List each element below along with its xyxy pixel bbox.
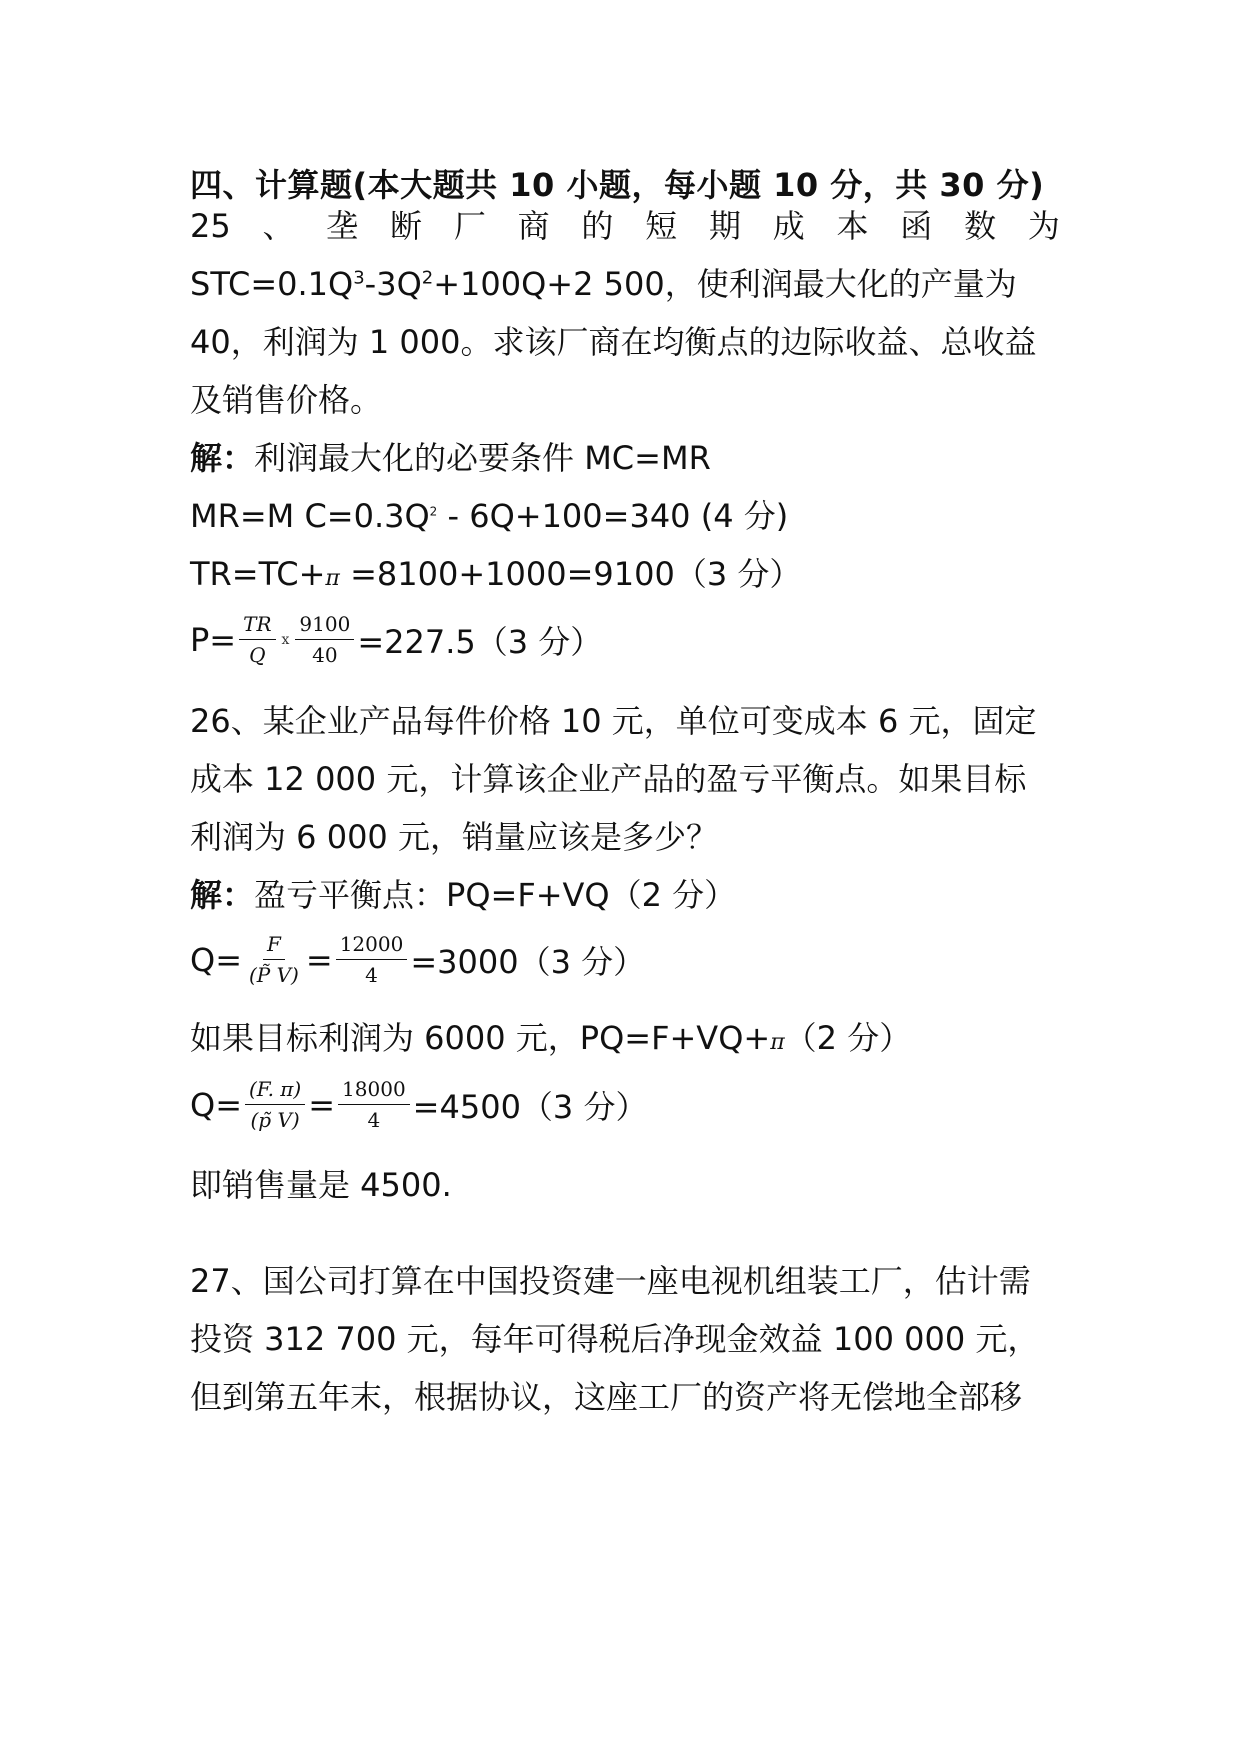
q25-line-2-text-b: -3Q: [364, 265, 422, 303]
q25-answer-line-3: [190, 553, 1060, 600]
q26-answer-label: 解：: [190, 876, 255, 914]
q26-answer-text-1: 盈亏平衡点：PQ=F+VQ（2 分）: [254, 876, 737, 914]
q25-answer-text-1: 利润最大化的必要条件 MC=MR: [254, 439, 711, 477]
fraction-numerator: 9100: [295, 612, 354, 640]
f-plus-pi-over-p-minus-v-fraction: [245, 1077, 305, 1132]
q25-answer-label: 解：: [190, 439, 255, 477]
formula-result: =3000（3 分）: [410, 942, 646, 981]
q27-line-1: 27、国公司打算在中国投资建一座电视机组装工厂，估计需: [190, 1262, 1031, 1300]
q25-line-1-char: 成: [772, 207, 805, 245]
equals-sign: =: [305, 940, 333, 979]
q25-answer-line-1: [190, 437, 1060, 479]
q25-price-lhs: P=: [190, 620, 237, 659]
q25-answer-2-text-a: MR=M C=0.3Q: [190, 497, 430, 535]
q26-breakeven-formula: [190, 932, 645, 987]
fraction-denominator: (p̃ V): [250, 1108, 300, 1132]
q25-price-result: =227.5（3 分）: [357, 622, 603, 661]
q25-line-1-char: 期: [708, 207, 741, 245]
q26-answer-2-text-a: 如果目标利润为 6000 元，PQ=F+VQ+: [190, 1019, 771, 1057]
q27-line-3: 但到第五年末，根据协议，这座工厂的资产将无偿地全部移: [190, 1378, 1023, 1416]
q26-target-formula: [190, 1077, 647, 1132]
f-over-p-minus-v-fraction: [245, 932, 303, 987]
q25-line-1-char: 厂: [453, 207, 486, 245]
q25-line-1-char: 垄: [326, 207, 359, 245]
fraction-numerator: (F. π): [245, 1077, 305, 1105]
q25-answer-2-text-b: - 6Q+100=340 (4 分): [437, 497, 789, 535]
fraction-numerator: 12000: [336, 932, 408, 960]
q25-line-1-char: 25: [190, 207, 231, 245]
fraction-denominator: 40: [312, 643, 338, 667]
q25-exponent-2: 2: [421, 267, 434, 289]
pi-symbol: π: [770, 1030, 785, 1055]
q25-line-1-char: 的: [581, 207, 614, 245]
18000-over-4-fraction: [338, 1077, 410, 1132]
q25-line-3: 40，利润为 1 000。求该厂商在均衡点的边际收益、总收益: [190, 323, 1037, 361]
fraction-denominator: 4: [365, 963, 378, 987]
formula-lhs: Q=: [190, 1085, 242, 1124]
approx-glyph: ⅹ: [281, 631, 290, 648]
tr-over-q-fraction: [239, 612, 275, 667]
q25-line-1-char: 断: [390, 207, 423, 245]
formula-result: =4500（3 分）: [412, 1087, 648, 1126]
q26-line-2: 成本 12 000 元，计算该企业产品的盈亏平衡点。如果目标: [190, 760, 1027, 798]
9100-over-40-fraction: [295, 612, 354, 667]
12000-over-4-fraction: [336, 932, 408, 987]
q25-line-2-text-c: +100Q+2 500，使利润最大化的产量为: [433, 265, 1017, 303]
fraction-numerator: F: [263, 932, 285, 960]
q25-line-4: 及销售价格。: [190, 381, 383, 419]
q26-conclusion: 即销售量是 4500.: [190, 1166, 452, 1204]
q25-line-1-char: 、: [262, 207, 295, 245]
q25-line-1-char: 数: [964, 207, 997, 245]
q26-answer-2-text-b: （2 分）: [784, 1019, 912, 1057]
q26-line-1: 26、某企业产品每件价格 10 元，单位可变成本 6 元，固定: [190, 702, 1037, 740]
q26-answer-line-2: [190, 1017, 1060, 1064]
fraction-denominator: Q: [249, 643, 266, 667]
pi-symbol: π: [325, 566, 340, 591]
q25-line-2: [190, 263, 1060, 305]
section-title: 四、计算题(本大题共 10 小题，每小题 10 分，共 30 分): [190, 166, 1045, 204]
q25-line-1-char: 为: [1027, 207, 1060, 245]
q25-exponent-3: 3: [353, 267, 365, 289]
q25-answer-3-text-b: =8100+1000=9100（3 分）: [339, 555, 802, 593]
fraction-denominator: (P̃ V): [249, 963, 299, 987]
fraction-numerator: 18000: [338, 1077, 410, 1105]
q26-line-3: 利润为 6 000 元，销量应该是多少？: [190, 818, 718, 856]
q26-answer-line-1: [190, 874, 1060, 916]
q25-answer-line-2: [190, 495, 1060, 537]
fraction-denominator: 4: [367, 1108, 381, 1132]
q25-line-1: [190, 205, 1060, 247]
q25-price-formula: [190, 612, 602, 667]
q25-answer-2-exponent: 2: [429, 504, 438, 519]
q25-answer-3-text-a: TR=TC+: [190, 555, 326, 593]
q27-line-2: 投资 312 700 元，每年可得税后净现金效益 100 000 元，: [190, 1320, 1040, 1358]
q25-line-1-char: 本: [836, 207, 869, 245]
q25-line-1-char: 商: [517, 207, 550, 245]
q25-line-1-char: 函: [900, 207, 933, 245]
fraction-numerator: TR: [239, 612, 275, 640]
q25-line-1-char: 短: [645, 207, 678, 245]
equals-sign: =: [308, 1085, 336, 1124]
formula-lhs: Q=: [190, 940, 242, 979]
q25-line-2-text-a: STC=0.1Q: [190, 265, 354, 303]
